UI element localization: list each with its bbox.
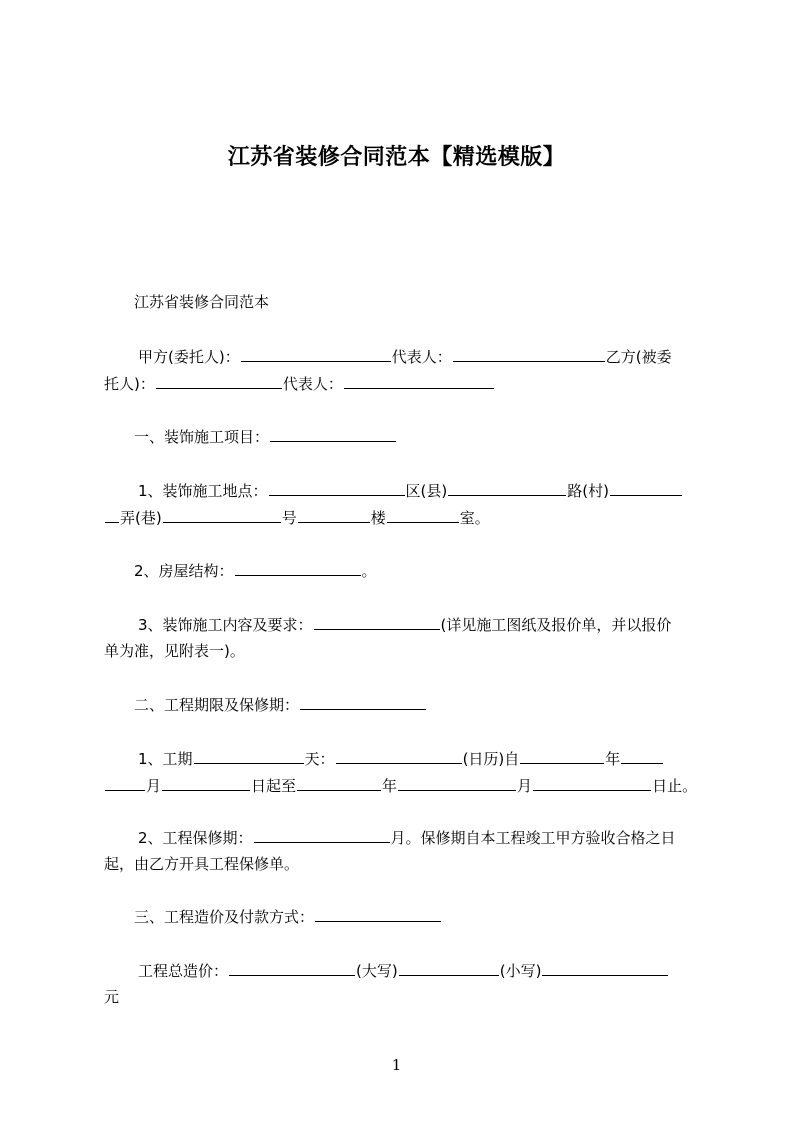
project-blank xyxy=(270,426,396,442)
location-label: 1、装饰施工地点： xyxy=(138,482,268,500)
party-a-label: 甲方(委托人)： xyxy=(138,348,240,366)
section-1-heading-text: 一、装饰施工项目： xyxy=(134,428,270,446)
section-3-heading xyxy=(104,906,734,927)
content-tail: (详见施工图纸及报价单，并以报价 xyxy=(440,616,672,634)
structure-end: 。 xyxy=(361,562,377,580)
lane-blank xyxy=(105,507,119,523)
building-label: 楼 xyxy=(370,509,386,527)
period-blank xyxy=(300,694,426,710)
item-1-3-line-2 xyxy=(104,641,704,661)
location-blank xyxy=(269,480,405,496)
party-b-rep-blank xyxy=(344,373,494,389)
lane-label: 弄(巷) xyxy=(120,509,162,527)
warranty-line-2: 起，由乙方开具工程保修单。 xyxy=(104,855,300,873)
item-2-2-line-1 xyxy=(104,827,738,848)
warranty-label: 2、工程保修期： xyxy=(138,829,253,847)
item-2-1-line-1 xyxy=(104,748,738,769)
lower-case-blank xyxy=(542,960,668,976)
warranty-tail: 月。保修期自本工程竣工甲方验收合格之日 xyxy=(390,829,676,847)
document-subtitle xyxy=(104,292,734,312)
party-a-blank xyxy=(241,346,391,362)
duration-label: 1、工期 xyxy=(138,750,193,768)
party-b-label-2: 托人)： xyxy=(104,375,155,393)
building-blank xyxy=(298,507,370,523)
road-label: 路(村) xyxy=(567,482,609,500)
district-blank xyxy=(448,480,566,496)
start-day-blank xyxy=(162,775,250,791)
month2-label: 月 xyxy=(517,777,533,795)
month-label: 月 xyxy=(146,777,162,795)
room-blank xyxy=(387,507,459,523)
item-2-1-line-2 xyxy=(104,775,704,796)
item-2-2-line-2 xyxy=(104,854,704,874)
party-a-rep-label: 代表人： xyxy=(391,348,452,366)
structure-blank xyxy=(235,560,361,576)
end-day-blank xyxy=(533,775,651,791)
item-1-3-line-1 xyxy=(104,614,738,635)
party-b-blank xyxy=(156,373,282,389)
subtitle-text: 江苏省装修合同范本 xyxy=(134,293,270,311)
number-label: 号 xyxy=(281,509,297,527)
total-price-blank xyxy=(229,960,355,976)
start-month-blank-a xyxy=(621,748,663,764)
section-1-heading xyxy=(104,426,734,447)
number-blank xyxy=(163,507,281,523)
section-3-heading-text: 三、工程造价及付款方式： xyxy=(134,908,315,926)
item-1-2 xyxy=(104,560,734,581)
year-label: 年 xyxy=(605,750,621,768)
start-year-blank xyxy=(520,748,604,764)
total-price-label: 工程总造价： xyxy=(138,962,229,980)
item-1-1-line-1 xyxy=(104,480,738,501)
content-blank xyxy=(314,614,440,630)
content-label: 3、装饰施工内容及要求： xyxy=(138,616,313,634)
district-label: 区(县) xyxy=(405,482,448,500)
day-end-label: 日止。 xyxy=(652,777,698,795)
section-2-heading xyxy=(104,694,734,715)
party-line-1 xyxy=(104,346,738,367)
start-month-blank-b xyxy=(105,775,145,791)
page-number: 1 xyxy=(391,1056,402,1074)
party-a-rep-blank xyxy=(453,346,605,362)
warranty-blank xyxy=(254,827,390,843)
currency-unit: 元 xyxy=(104,988,120,1006)
party-line-2 xyxy=(104,373,704,394)
upper-case-label: (大写) xyxy=(356,962,398,980)
total-price-line-2 xyxy=(104,987,704,1007)
party-b-label-1: 乙方(被委 xyxy=(605,348,672,366)
total-price-line-1 xyxy=(104,960,738,981)
end-year-blank xyxy=(297,775,381,791)
lower-case-label: (小写) xyxy=(499,962,542,980)
price-method-blank xyxy=(315,906,441,922)
calendar-from-label: (日历)自 xyxy=(462,750,520,768)
day-to-label: 日起至 xyxy=(251,777,297,795)
content-line-2: 单为准，见附表一)。 xyxy=(104,642,245,660)
road-blank xyxy=(610,480,682,496)
room-label: 室。 xyxy=(459,509,490,527)
year2-label: 年 xyxy=(382,777,398,795)
structure-label: 2、房屋结构： xyxy=(134,562,234,580)
duration-blank xyxy=(194,748,304,764)
upper-case-blank xyxy=(399,960,499,976)
party-b-rep-label: 代表人： xyxy=(282,375,343,393)
end-month-blank xyxy=(398,775,516,791)
item-1-1-line-2 xyxy=(104,507,704,528)
days-blank xyxy=(336,748,462,764)
section-2-heading-text: 二、工程期限及保修期： xyxy=(134,696,300,714)
days-label: 天： xyxy=(304,750,335,768)
document-title: 江苏省装修合同范本【精选模版】 xyxy=(227,145,566,170)
